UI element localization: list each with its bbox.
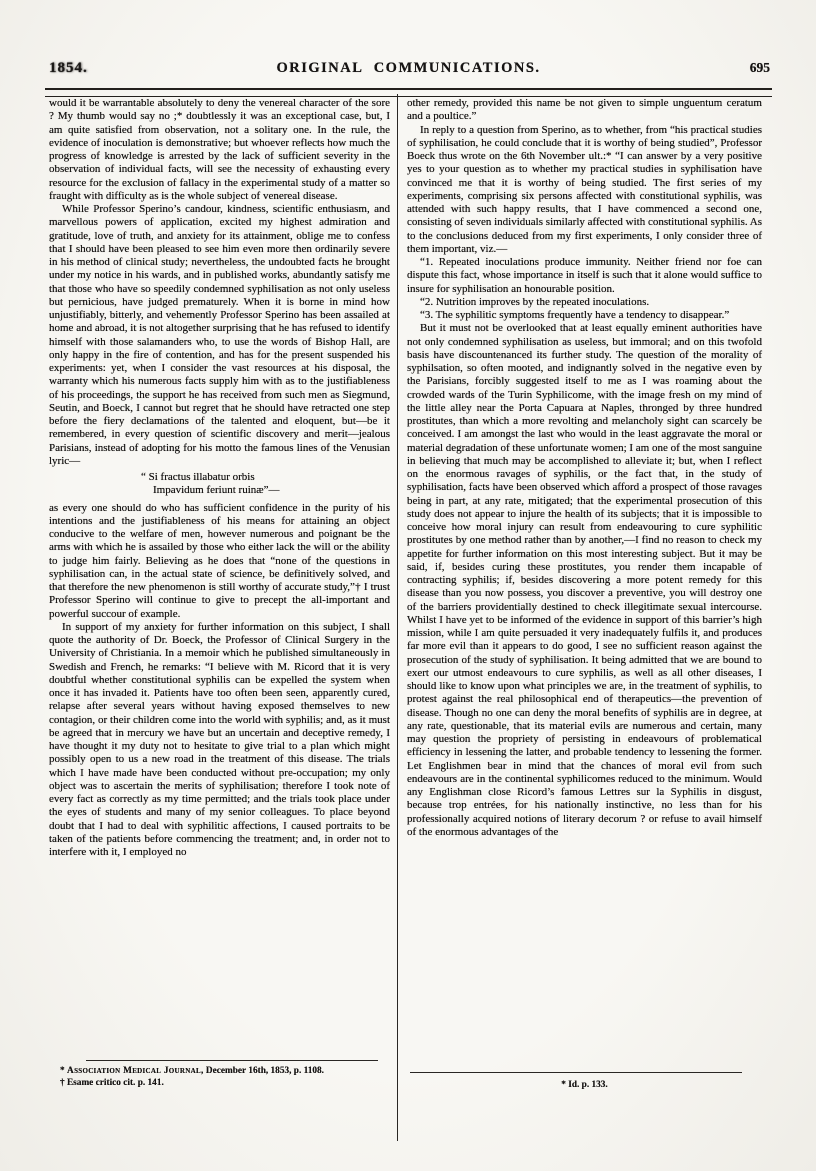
numbered-conclusion-2: “2. Nutrition improves by the repeated inoculations.	[420, 295, 650, 308]
left-footnote-rule	[86, 1060, 378, 1061]
left-column	[49, 97, 390, 859]
footnote-journal-name: * Association Medical Journal,	[60, 1066, 204, 1076]
verse-line: Impavidum feriunt ruinæ”—	[153, 484, 280, 497]
date-stamp: 1854.	[49, 60, 88, 76]
paragraph: While Professor Sperino’s candour, kindness, scientific enthusiasm, and marvellous powers of application, excited my highest admiration and gratitude, love of truth, and anxiety for its attainment, oblige me to confess that I should have been pleased to see him even more then ordinarily severe in his method of clinical study; nevertheless, the undoubted facts he brought under my notice in his wards, and in published works, abundantly satisfy me that those who have so speedily condemned syphilisation as not only useless but pernicious, have judged prematurely. When it is borne in mind how unjustifiably, bitterly, and vehemently Professor Sperino has been assailed at home and abroad, it is not altogether surprising that he has refused to identify himself with those salamanders who, to use the words of Bishop Hall, are only happy in the fire of contention, and has for the present suspended his experiments: yet, when I consider the vast resources at his disposal, the warranty which his numerous facts supply him with as to the justifiableness of his proceedings, the support he has received from such men as Siegmund, Seutin, and Boeck, I cannot but regret that he should have retracted one step before the fiery declamations of the talented and eloquent, but—be it remembered, in every question of scientific discovery and merit—jealous Parisians, instead of adopting for his motto the famous lines of the Venusian lyric—	[49, 203, 390, 467]
paragraph: as every one should do who has sufficient confidence in the purity of his intentions and the justifiableness of his means for attaining an object conducive to the welfare of men, however numerous and poignant be the arms with which he is assailed by those who either lack the will or the ability to judge him fairly. Believing as he does that “none of the questions in syphilisation can, in the actual state of science, be definitively solved, and that therefore the new phenomenon is still worthy of accurate study,”† I trust Professor Sperino will continue to give to precept the all-important and powerful succour of example.	[49, 501, 390, 620]
footnote-dagger: † Esame critico cit. p. 141.	[60, 1077, 164, 1088]
page-number: 695	[749, 60, 770, 75]
left-footnotes	[60, 1066, 390, 1089]
page-title: ORIGINAL COMMUNICATIONS.	[276, 60, 541, 76]
footnote-asterisk	[60, 1066, 390, 1078]
paragraph: But it must not be overlooked that at least equally eminent authorities have not only condemned syphilisation as useless, but immoral; and on this twofold basis have discountenanced its further study. The question of the morality of syphilsation, so often mooted, and indignantly solved in the negative even by the Parisians, forcibly suggested itself to me as I was roaming about the crowded wards of the Turin Syphilicome, with the image fresh on my mind of the little alley near the Porta Capuara at Naples, thronged by three hundred prostitutes, than which a more revolting and melancholy sight can scarcely be conceived. I am amongst the last who would in the least aggravate the moral or material degradation of these unfortunate women; I am one of the most sanguine in believing that much may be accomplished to alleviate it; but, when I reflect on the enormous ravages of syphilis, or the fact that, in the study of syphilisation, facts have been observed which afford a prospect of those ravages being in part, at any rate, mitigated; that the experimental prosecution of this study does not appear to injure the health of its subjects; that it is impossible to conceive how moral injury can result from endeavouring to cure syphilitic prostitutes by one method rather than by another,—I find no reason to check my appetite for further information on this most interesting subject. But it may be said, if, besides curing these prostitutes, you render them incapable of contracting syphilis; if, besides discovering a more potent remedy for this disease than you now possess, you discover a preventive, you will destroy one of the barriers providentially destined to check illegitimate sexual intercourse. Whilst I have yet to be informed of the evidence in support of this barrier’s high mission, while I am quite persuaded it very inadequately fulfils it, and produces far more evil than it appears to do good, I see no sufficient reason against the prosecution of the study of syphilisation. It being admitted that we are bound to exert our utmost endeavours to cure syphilis, as well as all other diseases, I should like to know upon what principles we are, in the treatment of syphilis, to protest against the real philosophical end of therapeutics—the prevention of disease. Though no one can deny the moral benefits of syphilis are in degree, at any rate, questionable, that its material evils are numerous and certain, many may question the propriety of persisting in endeavours of problematical efficiency in lessening the latter, and probable tendency to lessening the former. Let Englishmen bear in mind that the chances of moral evil from such endeavours are in the continental syphilicomes reduced to the minimum. Would any Englishman close Ricord’s famous Lettres sur la Syphilis in disgust, because trop entrées, for his nationally instinctive, no less than for his professionally acquired notions of literary decorum ? or refuse to avail himself of the enormous advantages of the	[407, 322, 762, 838]
header-double-rule	[45, 88, 772, 97]
page-header	[45, 58, 772, 84]
numbered-conclusion-3: “3. The syphilitic symptoms frequently have a tendency to disappear.”	[420, 309, 730, 321]
right-footnote-rule	[410, 1072, 742, 1073]
paragraph: other remedy, provided this name be not given to simple unguentum ceratum and a poultice.”	[407, 97, 762, 123]
paragraph: would it be warrantable absolutely to deny the venereal character of the sore ? My thumb would say no ;* doubtlessly it was an exceptional case, but, I am quite satisfied from observation, not a solitary one. In the rule, the evidence of inoculation is demonstrative; but whoever reflects how much the progress of knowledge is arrested by the lack of sufficient severity in the observation of individual facts, will see the necessity of exhausting every resource for the exclusion of fallacy in the experimental study of a matter so fraught with difficulty as is the whole subject of venereal disease.	[49, 97, 390, 202]
footnote-citation: December 16th, 1853, p. 1108.	[203, 1066, 324, 1076]
verse-line: “ Si fractus illabatur orbis	[141, 471, 255, 483]
numbered-conclusion-1: “1. Repeated inoculations produce immunity. Neither friend nor foe can dispute this fact, whose importance in itself is such that it alone would suffice to insure for syphilisation an honourable position.	[407, 256, 762, 295]
paragraph: In reply to a question from Sperino, as to whether, from “his practical studies of syphilisation, he could conclude that it is worthy of being studied”, Professor Boeck thus wrote on the 6th November ult.:* “I can answer by a very positive yes to your question as to whether my practical studies in syphilisation have convinced me that it is worthy of being studied. The first series of my experiments, comprising six persons affected with constitutional syphilis, was attended with such happy results, that I have commenced a second one, consisting of seven individuals similarly affected with constitutional syphilis. As to the conclusions deduced from my first experiments, I only consider three of them important, viz.—	[407, 123, 762, 255]
column-divider-rule	[397, 94, 398, 1141]
right-column	[407, 97, 762, 839]
verse-quotation	[49, 471, 390, 498]
paragraph: In support of my anxiety for further information on this subject, I shall quote the authority of Dr. Boeck, the Professor of Clinical Surgery in the University of Christiania. In a memoir which he published simultaneously in Swedish and French, he remarks: “I believe with M. Ricord that it is very doubtful whether constitutional syphilis can be expelled the system when once it has invaded it. Patients have too often been seen, apparently cured, relapse after several years without having exposed themselves to new contagion, or their children come into the world with syphilis; and, as it must be agreed that in mercury we have but an uncertain and deceptive remedy, I have thought it my duty not to hesitate to give trial to a plan which might possibly open to us a new road in the treatment of this disease. The trials which I have made have been conducted without pre-occupation; my only object was to ascertain the merits of syphilisation; therefore I took note of every fact as correctly as my time permitted; and the trials took place under the eyes of students and many of my senior colleagues. To place beyond doubt that I had to deal with syphilitic affections, I caused portraits to be taken of the patients before commencing the treatment; and, in order not to interfere with it, I employed no	[49, 620, 390, 858]
right-footnote: * Id. p. 133.	[561, 1080, 608, 1090]
